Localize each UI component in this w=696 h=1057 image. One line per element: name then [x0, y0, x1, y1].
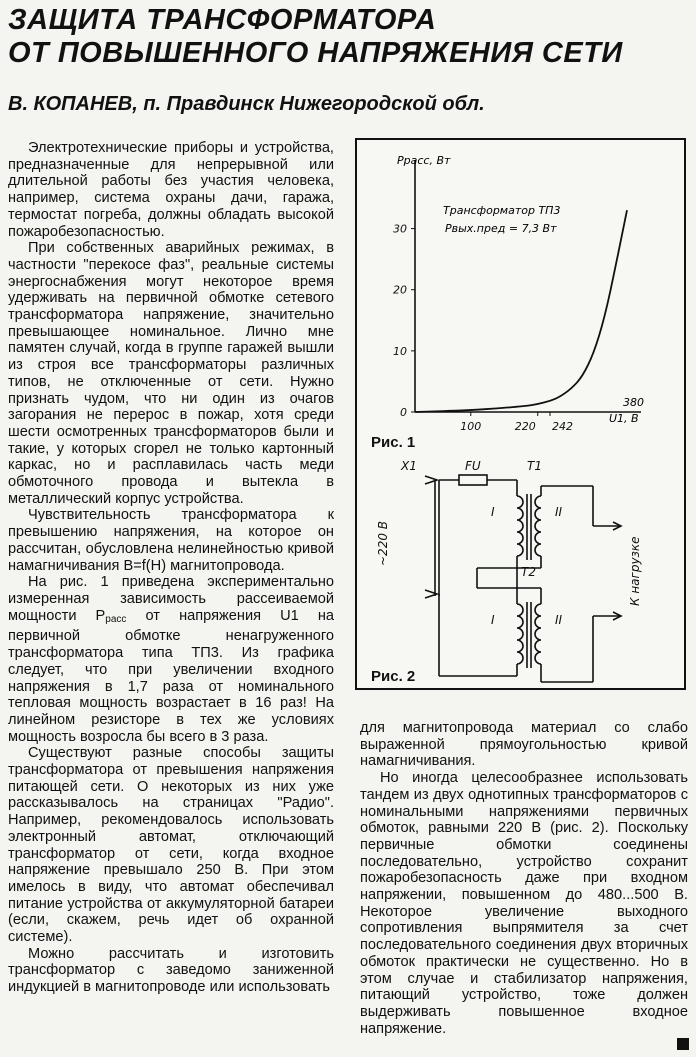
t1-secondary-coil-icon: [535, 496, 541, 556]
paragraph: [8, 574, 334, 745]
chart-legend-line-2: Pвых.пред = 7,3 Вт: [445, 222, 557, 235]
x-tick-label: 242: [552, 420, 574, 433]
t1-secondary-label: II: [555, 505, 563, 519]
chart-y-label: Pрасс, Вт: [397, 154, 451, 167]
t1-primary-coil-icon: [517, 496, 523, 556]
x-tick-label: 100: [460, 420, 482, 433]
y-tick-label: 30: [393, 222, 407, 236]
t2-secondary-coil-icon: [535, 604, 541, 664]
figure-box: [355, 138, 686, 690]
paragraph-text: На рис. 1 приведена экспериментально измеренная зависимость рассеиваемой мощности P: [8, 574, 334, 624]
title-line-2: ОТ ПОВЫШЕННОГО НАПРЯЖЕНИЯ СЕТИ: [8, 37, 623, 69]
left-column: [8, 140, 334, 996]
figure-1-caption: Рис. 1: [371, 434, 416, 451]
x-tick-label: 220: [514, 420, 536, 433]
t2-label: T2: [521, 565, 536, 579]
t2-primary-label: I: [491, 613, 495, 627]
subscript: расс: [105, 613, 127, 625]
paragraph: Электротехнические приборы и устройства, предназначенные для непрерывной или длительной работы без участия человека, например, система охраны дачи, гаража, термостат погреба, должны обладать высокой пожаробезопасностью.: [8, 140, 334, 240]
chart-legend-line-1: Трансформатор ТП3: [443, 204, 561, 217]
y-tick-label: 10: [393, 344, 407, 358]
article-title: [8, 4, 694, 70]
y-tick-label: 0: [400, 406, 407, 419]
t1-label: T1: [527, 459, 542, 473]
chart-marker-label: 380: [623, 396, 644, 409]
paragraph: для магнитопровода материал со слабо выраженной прямоугольностью кривой намагничивания.: [360, 720, 688, 770]
figure-1-chart: [357, 140, 684, 440]
title-line-1: ЗАЩИТА ТРАНСФОРМАТОРА: [8, 4, 437, 36]
t2-secondary-label: II: [555, 613, 563, 627]
paragraph: Можно рассчитать и изготовить трансформатор с заведомо заниженной индукцией в магнитопроводе или использовать: [8, 945, 334, 996]
paragraph: Существуют разные способы защиты трансформатора от превышения напряжения питающей сети. О некоторых из них уже рассказывалось на страницах "Радио". Например, рекомендовалось использовать электронный автомат, отключающий трансформатор от сети, когда входное напряжение превышало 250 В. При этом имелось в виду, что автомат обеспечивал питание устройства от аккумуляторной батареи (если, скажем, речь идет об охранной системе).: [8, 745, 334, 946]
chart-axes: [415, 160, 641, 412]
y-tick-label: 20: [393, 283, 407, 297]
paragraph-text: от напряжения U1 на первичной обмотке ненагруженного трансформатора типа ТП3. Из графика следует, что при увеличении входного напряжения в 1,7 раза от номинального тепловая мощность возрастает в 16 раз! На линейном резисторе в тех же условиях мощность возросла бы всего в 3 раза.: [8, 607, 334, 745]
paragraph: Чувствительность трансформатора к превышению напряжения, на которое он рассчитан, обусловлена нелинейностью кривой намагничивания B=f(H) магнитопровода.: [8, 507, 334, 574]
fuse-icon: [459, 475, 487, 485]
figure-2-caption: Рис. 2: [371, 668, 416, 685]
t1-primary-label: I: [491, 505, 495, 519]
paragraph: При собственных аварийных режимах, в частности "перекосе фаз", реальные системы энергоснабжения могут некоторое время удерживать на первичной обмотке сетевого трансформатора напряжение, значительно превышающее номинальное. Лично мне памятен случай, когда в группе гаражей вышли из строя все трансформаторы различных типов, не отключенные от сети. Нужно признать чудом, что ни один из очагов загорания не перерос в пожар, хотя среди шести осмотренных трансформаторов были и такие, у которых сгорел не только картонный каркас, но и расплавилась часть меди обмоточного провода и вытекла в металлический корпус устройства.: [8, 240, 334, 507]
paragraph: Но иногда целесообразнее использовать тандем из двух однотипных трансформаторов с номинальными напряжениями первичных обмоток, равными 220 В (рис. 2). Поскольку первичные обмотки соединены последовательно, устройство сохранит пожаробезопасность даже при входном напряжении, повышенном до 480...500 В. Некоторое увеличение выходного сопротивления выпрямителя за счет последовательного соединения двух вторичных обмоток практически не существенно. Но в этом случае и стабилизатор напряжения, питающий устройство, тоже должен выдерживать повышенное входное напряжение.: [360, 770, 688, 1037]
author-line: В. КОПАНЕВ, п. Правдинск Нижегородской обл.: [8, 93, 485, 115]
t2-primary-coil-icon: [517, 604, 523, 664]
chart-series-line: [415, 210, 627, 412]
right-column: [360, 720, 688, 1037]
figure-2-schematic: [357, 456, 684, 696]
input-voltage-label: ~220 В: [376, 520, 390, 566]
connector-label: X1: [401, 459, 417, 473]
output-label: К нагрузке: [628, 536, 642, 606]
fuse-label: FU: [465, 459, 481, 473]
end-of-article-mark: [677, 1038, 689, 1050]
chart-x-label: U1, В: [609, 412, 639, 425]
